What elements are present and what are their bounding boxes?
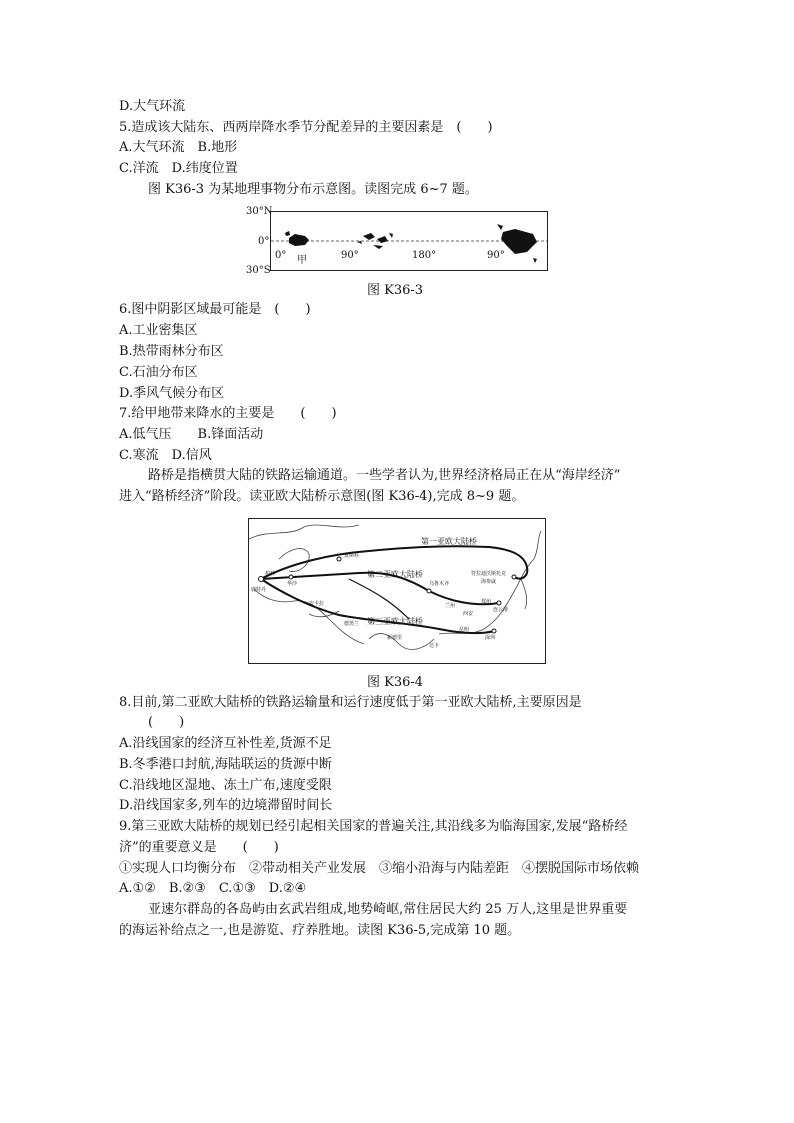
lat-label: 30°N [246,206,273,217]
option-text: A.沿线国家的经济互补性差,货源不足 [119,736,332,751]
city-label: 乌鲁木齐 [429,581,450,587]
distribution-map-svg [271,212,547,270]
city-dot [289,575,293,579]
city-label: 德黑兰 [344,621,360,627]
city-dot [337,557,341,561]
option-text: C.石油分布区 [119,365,198,380]
passage-text: 进入“路桥经济”阶段。读亚欧大陆桥示意图(图 K36-4),完成 8~9 题。 [119,489,525,504]
shaded-region [289,234,309,246]
question-9: 9.第三亚欧大陆桥的规划已经引起相关国家的普遍关注,其沿线多为临海国家,发展“路桥经 [119,819,628,834]
option-text: D.沿线国家多,列车的边境滞留时间长 [119,798,333,813]
city-label: 郑州 [481,599,492,605]
shaded-region [357,241,362,244]
city-dot [512,575,516,579]
city-label: 兰州 [445,603,456,609]
passage-text: 路桥是指横贯大陆的铁路运输通道。一些学者认为,世界经济格局正在从“海岸经济” [148,468,621,483]
option-text: A.工业密集区 [119,323,198,338]
question-6: 6.图中阴影区域最可能是 ( ) [119,302,311,317]
city-label: 达卡 [429,643,440,649]
city-label: 华沙 [287,581,298,587]
option-text: C.沿线地区湿地、冻土广布,速度受限 [119,778,332,793]
distribution-map [270,211,548,271]
railway-branch [349,579,409,619]
passage-text: 亚速尔群岛的各岛屿由玄武岩组成,地势崎岖,常住居民大约 25 万人,这里是世界重要 [148,902,628,917]
city-label: 安卡拉 [309,601,325,607]
option-text: C.寒流 D.信风 [119,448,212,463]
city-label: 深圳 [485,635,496,641]
city-dot [259,577,264,582]
bridge-label: 第一亚欧大陆桥 [421,537,477,546]
city-dot [427,589,431,593]
shaded-region [373,245,383,249]
city-label: 柏林 [265,571,276,577]
option-text: A.低气压 B.锋面活动 [119,427,264,442]
figure-caption: 图 K36-4 [366,675,424,690]
marker-jia: 甲 [297,255,307,266]
lon-label: 180° [412,250,437,261]
bridge-label: 第二亚欧大陆桥 [367,570,423,579]
question-8: 8.目前,第二亚欧大陆桥的铁路运输量和运行速度低于第一亚欧大陆桥,主要原因是 [119,695,582,710]
option-text: A.①② B.②③ C.①③ D.②④ [119,881,307,896]
lon-label: 90° [341,250,359,261]
shaded-region [389,233,393,238]
city-label: 西安 [463,611,474,617]
city-label: 鹿特丹 [251,587,267,593]
option-text: D.大气环流 [119,99,186,114]
figure-intro: 图 K36-3 为某地理事物分布示意图。读图完成 6~7 题。 [148,182,478,197]
city-dot [497,601,501,605]
shaded-region [377,236,388,243]
figure-caption: 图 K36-3 [366,283,424,298]
option-text: B.热带雨林分布区 [119,344,224,359]
city-label: 海参崴 [481,579,497,585]
shaded-region [497,224,503,230]
lon-label: 0° [275,250,287,261]
lon-label: 90° [487,250,505,261]
city-label: 连云港 [493,607,509,613]
option-text: C.洋流 D.纬度位置 [119,161,238,176]
bridge-label: 第三亚欧大陆桥 [367,617,423,626]
city-label: 莫斯科 [344,553,360,559]
statement-list: ①实现人口均衡分布 ②带动相关产业发展 ③缩小沿海与内陆差距 ④摆脱国际市场依赖 [119,861,640,876]
eurasia-bridge-map-svg [249,519,545,663]
eurasia-bridge-map [248,518,546,664]
passage-text: 的海运补给点之一,也是游览、疗养胜地。读图 K36-5,完成第 10 题。 [119,923,521,938]
coastline [249,525,359,539]
city-label: 符拉迪沃斯托克 [471,571,507,577]
option-text: D.季风气候分布区 [119,386,225,401]
lat-label: 0° [258,236,270,247]
shaded-region [363,233,375,240]
question-9-cont: 济”的重要意义是 ( ) [119,840,279,855]
coastline [521,579,527,609]
answer-bracket: ( ) [148,715,185,730]
shaded-region [533,258,537,263]
option-text: B.冬季港口封航,海陆联运的货源中断 [119,757,332,772]
shaded-region [501,229,537,254]
question-7: 7.给甲地带来降水的主要是 ( ) [119,406,337,421]
city-dot [492,629,496,633]
shaded-region [285,231,290,236]
option-text: A.大气环流 B.地形 [119,140,238,155]
lat-label: 30°S [246,265,271,276]
city-label: 新德里 [387,635,403,641]
city-label: 昆明 [459,627,470,633]
question-5: 5.造成该大陆东、西两岸降水季节分配差异的主要因素是 ( ) [119,120,493,135]
